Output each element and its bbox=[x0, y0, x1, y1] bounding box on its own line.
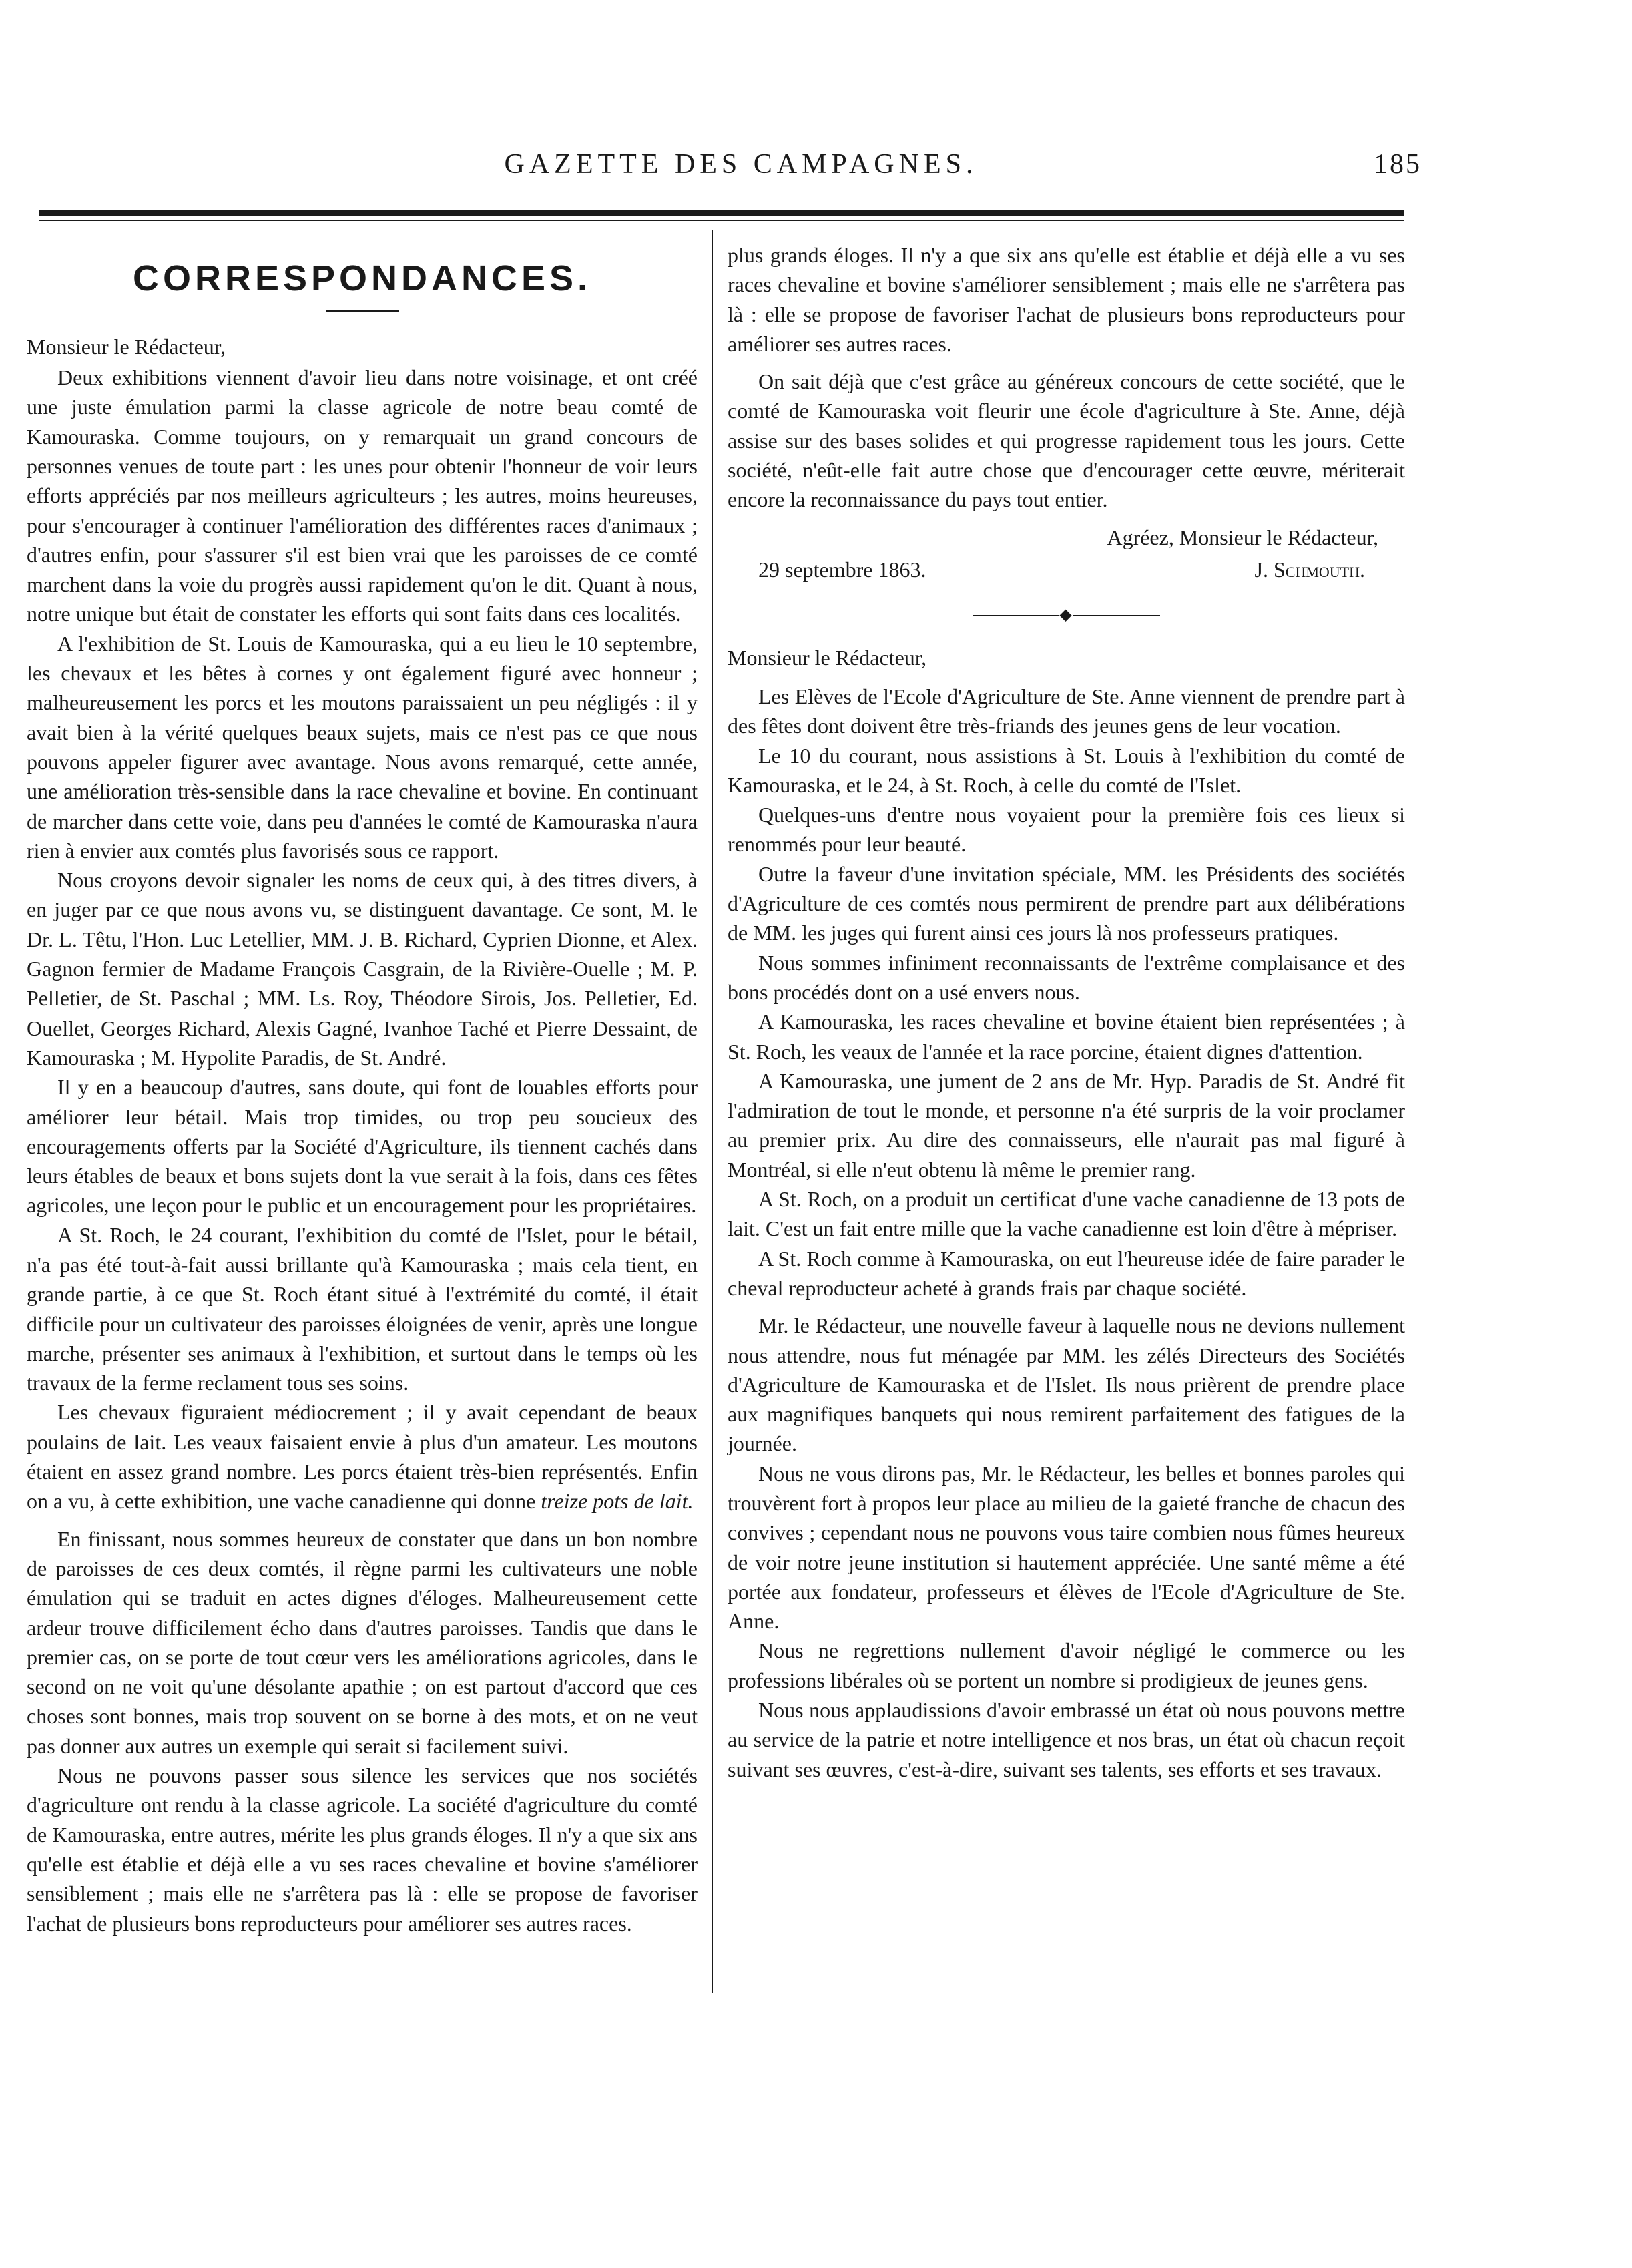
letter1-paragraph-continuation: plus grands éloges. Il n'y a que six ans qu'elle est établie et déjà elle a vu ses races chevaline et bovine s'améliorer sensiblement ; mais elle ne s'arrêtera pas là : elle se propose de favoriser l'achat de plusieurs bons reproducteurs pour améliorer ses autres races. bbox=[728, 243, 1405, 356]
letter2-paragraph: Nous ne regrettions nullement d'avoir négligé le commerce ou les professions libérales où se portent un nombre si prodigieux de jeunes gens. bbox=[728, 1638, 1405, 1692]
letter2-paragraph: A St. Roch comme à Kamouraska, on eut l'heureuse idée de faire parader le cheval reproducteur acheté à grands frais par chaque société. bbox=[728, 1246, 1405, 1300]
letter2-paragraph: A St. Roch, on a produit un certificat d'une vache canadienne de 13 pots de lait. C'est un fait entre mille que la vache canadienne est loin d'être à mépriser. bbox=[728, 1187, 1405, 1241]
section-title: CORRESPONDANCES. bbox=[132, 258, 592, 298]
letter1-paragraph: On sait déjà que c'est grâce au généreux concours de cette société, que le comté de Kamouraska voit fleurir une école d'agriculture à Ste. Anne, déjà assise sur des bases solides et qui progresse rapidement tous les jours. Cette société, n'eût-elle fait autre chose que d'encourager cette œuvre, mériterait encore la reconnaissance du pays tout entier. bbox=[728, 369, 1405, 512]
letter2-paragraph: Outre la faveur d'une invitation spéciale, MM. les Présidents des sociétés d'Agriculture de ces comtés nous permirent de prendre part aux délibérations de MM. les juges qui furent ainsi ces jours là nos professeurs pratiques. bbox=[728, 861, 1405, 945]
letter1-paragraph: Deux exhibitions viennent d'avoir lieu dans notre voisinage, et ont créé une juste émulation parmi la classe agricole de notre beau comté de Kamouraska. Comme toujours, on y remarquait un grand concours de personnes venues de toute part : les unes pour obtenir l'honneur de voir leurs efforts appréciés par nos meilleurs agriculteurs ; les autres, moins heureuses, pour s'encourager à continuer l'amélioration des différentes races d'animaux ; d'autres enfin, pour s'assurer s'il est bien vrai que les paroisses de ce comté marchent dans la voie du progrès aussi rapidement qu'on le dit. Quant à nous, notre unique but était de constater les efforts qui sont faits dans ces localités. bbox=[27, 365, 698, 626]
letter1-paragraph bbox=[27, 1397, 698, 1516]
letter2-paragraph: Nous nous applaudissions d'avoir embrassé un état où nous pouvons mettre au service de la patrie et notre intelligence et nos bras, un état où chacun reçoit suivant ses œuvres, c'est-à-dire, suivant ses talents, ses efforts et ses travaux. bbox=[728, 1698, 1405, 1781]
title-rule bbox=[326, 310, 399, 312]
emphasis-text: treize pots de lait. bbox=[541, 1489, 694, 1514]
letter2-paragraph: Le 10 du courant, nous assistions à St. Louis à l'exhibition du comté de Kamouraska, et le 24, à St. Roch, à celle du comté de l'Islet. bbox=[728, 743, 1405, 797]
letter2-paragraph: A Kamouraska, les races chevaline et bovine étaient bien représentées ; à St. Roch, les veaux de l'année et la race porcine, étaient dignes d'attention. bbox=[728, 1009, 1405, 1064]
letter1-paragraph: A l'exhibition de St. Louis de Kamouraska, qui a eu lieu le 10 septembre, les chevaux et les bêtes à cornes y ont également figuré avec honneur ; malheureusement les porcs et les moutons paraissaient un peu négligés : il y avait bien à la vérité quelques beaux sujets, mais ce n'est pas ce que nous pouvons appeler figurer avec avantage. Nous avons remarqué, cette année, une amélioration très-sensible dans la race chevaline et bovine. En continuant de marcher dans cette voie, dans peu d'années le comté de Kamouraska n'aura rien à envier aux comtés plus favorisés sous ce rapport. bbox=[27, 631, 698, 863]
letter1-date: 29 septembre 1863. bbox=[758, 557, 926, 582]
separator-ornament: ◆ bbox=[728, 607, 1405, 623]
running-title: GAZETTE DES CAMPAGNES. bbox=[504, 149, 978, 180]
letter1-salutation: Monsieur le Rédacteur, bbox=[27, 334, 226, 359]
header-rule bbox=[39, 210, 1404, 221]
letter1-signature: J. Schmouth. bbox=[1254, 557, 1365, 582]
letter1-paragraph: A St. Roch, le 24 courant, l'exhibition du comté de l'Islet, pour le bétail, n'a pas été tout-à-fait aussi brillante qu'à Kamouraska ; mais cela tient, en grande partie, à ce que St. Roch étant situé à l'extrémité du comté, il était difficile pour un cultivateur des paroisses éloignées de venir, après une longue marche, présenter ses animaux à l'exhibition, et surtout dans le temps où les travaux de la ferme reclament tous ses soins. bbox=[27, 1222, 698, 1395]
letter1-closing: Agréez, Monsieur le Rédacteur, bbox=[1107, 525, 1378, 549]
letter1-paragraph: Nous croyons devoir signaler les noms de ceux qui, à des titres divers, à en juger par ce que nous avons vu, se distinguent davantage. Ce sont, M. le Dr. L. Têtu, l'Hon. Luc Letellier, MM. J. B. Richard, Cyprien Dionne, et Alex. Gagnon fermier de Madame François Casgrain, de la Rivière-Ouelle ; M. P. Pelletier, de St. Paschal ; MM. Ls. Roy, Théodore Sirois, Jos. Pelletier, Ed. Ouellet, Georges Richard, Alexis Gagné, Ivanhoe Taché et Pierre Dessaint, de Kamouraska ; M. Hypolite Paradis, de St. André. bbox=[27, 868, 698, 1070]
letter1-dateline bbox=[728, 555, 1405, 584]
right-column bbox=[728, 240, 1405, 1784]
letter2-salutation: Monsieur le Rédacteur, bbox=[728, 645, 927, 670]
letter1-paragraph-continued: Nous ne pouvons passer sous silence les services que nos sociétés d'agriculture ont rendu à la classe agricole. La société d'agriculture du comté de Kamouraska, entre autres, mérite les plus grands éloges. Il n'y a que six ans qu'elle est établie et déjà elle a vu ses races chevaline et bovine s'améliorer sensiblement ; mais elle ne s'arrêtera pas là : elle se propose de favoriser l'achat de plusieurs bons reproducteurs pour améliorer ses autres races. bbox=[27, 1763, 698, 1936]
letter2-paragraph: Quelques-uns d'entre nous voyaient pour la première fois ces lieux si renommés pour leur beauté. bbox=[728, 803, 1405, 857]
letter2-paragraph: Nous ne vous dirons pas, Mr. le Rédacteur, les belles et bonnes paroles qui trouvèrent fort à propos leur place au milieu de la gaieté franche de chacun des convives ; cependant nous ne pouvons vous taire combien nous fûmes heureux de voir notre jeune institution si hautement appréciée. Une santé même a été portée aux fondateur, professeurs et élèves de l'Ecole d'Agriculture de Ste. Anne. bbox=[728, 1461, 1405, 1634]
page-number: 185 bbox=[1374, 149, 1422, 180]
left-column bbox=[27, 240, 698, 1936]
letter2-paragraph: Mr. le Rédacteur, une nouvelle faveur à laquelle nous ne devions nullement nous attendre, nous fut ménagée par MM. les zélés Directeurs des Sociétés d'Agriculture de Kamouraska et de l'Islet. Ils nous prièrent de prendre place aux magnifiques banquets qui nous remirent parfaitement des fatigues de la journée. bbox=[728, 1313, 1405, 1456]
letter2-paragraph: Nous sommes infiniment reconnaissants de l'extrême complaisance et des bons procédés dont on a usé envers nous. bbox=[728, 950, 1405, 1004]
paragraph-text: Les chevaux figuraient médiocrement ; il y avait cependant de beaux poulains de lait. Les veaux faisaient envie à plus d'un amateur. Les moutons étaient en assez grand nombre. Les porcs étaient très-bien représentés. Enfin on a vu, à cette exhibition, une vache canadienne qui donne bbox=[27, 1400, 698, 1514]
column-divider bbox=[712, 230, 713, 1993]
letter1-paragraph: Il y en a beaucoup d'autres, sans doute, qui font de louables efforts pour améliorer leur bétail. Mais trop timides, ou trop peu soucieux des encouragements offerts par la Société d'Agriculture, ils tiennent cachés dans leurs étables de beaux et bons sujets dont la vue serait à la fois, dans ces fêtes agricoles, une leçon pour le public et un encouragement pour les propriétaires. bbox=[27, 1075, 698, 1218]
letter2-paragraph: A Kamouraska, une jument de 2 ans de Mr. Hyp. Paradis de St. André fit l'admiration de tout le monde, et personne n'a été surpris de la voir proclamer au premier prix. Au dire des connaisseurs, elle n'aurait pas mal figuré à Montréal, si elle n'eut obtenu là même le premier rang. bbox=[728, 1068, 1405, 1182]
letter2-paragraph: Les Elèves de l'Ecole d'Agriculture de Ste. Anne viennent de prendre part à des fêtes dont doivent être très-friands des jeunes gens de leur vocation. bbox=[728, 684, 1405, 738]
letter1-paragraph: En finissant, nous sommes heureux de constater que dans un bon nombre de paroisses de ces deux comtés, il règne parmi les cultivateurs une noble émulation qui se traduit en actes dignes d'éloges. Malheureusement cette ardeur trouve difficilement écho dans d'autres paroisses. Tandis que dans le premier cas, on se porte de tout cœur vers les améliorations agricoles, dans le second on ne voit qu'une désolante apathie ; on est partout d'accord que ces choses sont bonnes, mais trop souvent on se borne à des mots, et on ne veut pas donner aux autres un exemple qui serait si facilement suivi. bbox=[27, 1526, 698, 1758]
